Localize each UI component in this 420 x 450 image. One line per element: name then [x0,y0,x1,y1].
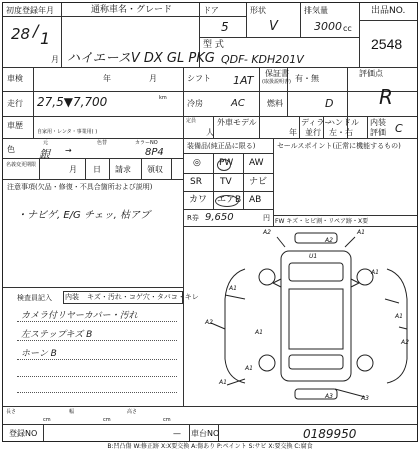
damage-mark: A3 [325,393,333,400]
divider [183,67,184,406]
divider [141,158,142,179]
door-value: 5 [221,20,229,34]
divider [183,209,273,210]
name-change-day: 日 [93,165,101,174]
mileage-unit: km [159,95,167,101]
equipment-cell: エアB [217,195,242,205]
r-ticket-value: 9,650 [205,212,234,223]
divider [183,226,417,227]
color-model-label: 外車モデル [217,118,257,127]
warranty-value: 有・無 [295,74,319,83]
color-arrow: → [65,146,72,155]
shift-value: 1AT [233,74,254,87]
divider [300,3,301,37]
divider [246,3,247,37]
divider [273,215,417,216]
divider [3,287,183,288]
damage-mark: A1 [357,229,365,236]
inspector-label: 検査員記入 [17,294,52,302]
color-label: 色 [7,145,15,154]
divider [3,406,417,407]
mileage-value: 27,5▼7,700 [37,95,108,109]
damage-mark: A1 [395,313,403,320]
divider [171,158,172,179]
equipment-cell: ◎ [193,158,201,168]
damage-mark: A3 [361,395,369,402]
equipment-cell: AB [249,195,262,205]
r-ticket-unit: 円 [263,214,270,222]
handle-value: 左・右 [329,128,353,137]
score-value: R [379,85,393,109]
first-reg-label: 初度登録年月 [6,6,54,15]
divider [359,3,360,67]
damage-mark: U1 [309,253,318,260]
divider [273,138,274,226]
auction-sheet [2,2,418,442]
reg-dash: — [173,429,181,438]
divider [43,424,44,441]
damage-mark: A2 [205,319,213,326]
legend-footer: B:凹凸傷 W:修正跡 X:X要交換 A:傷あり P:ペイント S:サビ X:要交換 C:腐食 [107,443,313,450]
damage-mark: A1 [245,365,253,372]
divider [3,424,417,425]
first-reg-year: 28 [11,25,31,43]
airbag-circle [215,195,242,207]
divider [3,16,246,17]
color-orig-label: 元 [43,140,49,146]
history-sub: 自家用・レンタ・事業用( ) [37,129,98,135]
displacement-unit: cc [343,24,352,33]
divider [3,91,417,92]
displacement-value: 3000 [314,20,342,33]
notes-label: 注意事項(欠品・修復・不具合箇所および説明) [7,183,153,191]
inspection-year-unit: 年 [103,74,111,83]
divider [199,37,359,38]
color-orig-value: 銀 [39,148,50,161]
divider [109,158,110,179]
equipment-cell: TV [220,177,232,187]
color-no-label: カラーNO [135,140,158,146]
interior-sub: 評価 [370,128,386,137]
note-line [17,392,177,393]
divider [3,158,183,159]
damage-mark: A2 [325,237,333,244]
inspector-interior-label: 内装 [65,293,79,301]
name-change-label: 名義変更期限 [6,162,37,168]
length-unit: cm [43,417,51,423]
damage-mark: A1 [229,285,237,292]
equipment-title: 装備品(純正品に限る) [187,142,256,150]
note-line [17,376,177,377]
note-line [17,321,177,322]
damage-mark: A1 [219,379,227,386]
divider [213,153,214,209]
handle-label: ハンドル [327,118,359,127]
note-line [17,340,177,341]
divider [183,153,273,154]
name-change-month: 月 [69,165,77,174]
inspector-note: ホーン B [21,349,57,359]
shift-label: シフト [187,74,211,83]
height-label: 高さ [127,409,138,415]
receipt-label: 領収 [147,165,163,174]
divider [367,116,368,138]
color-no-value: 8P4 [145,147,164,158]
fuel-label: 燃料 [267,99,283,108]
model-name-value: ハイエースV DX GL PKG [67,51,215,66]
note-line [17,359,177,360]
equipment-cell: SR [190,177,202,187]
width-label: 幅 [69,409,75,415]
divider [259,67,260,138]
divider [243,153,244,209]
ac-value: AC [231,98,245,109]
history-label: 車歴 [7,121,23,130]
capacity-label: 定員 [186,118,197,124]
interior-label: 内装 [370,118,386,127]
fuel-value: D [325,97,334,110]
mileage-label: 走行 [7,99,23,108]
inspection-month-unit: 月 [149,74,157,83]
capacity-unit: 人 [206,128,214,137]
pw-circle [217,158,234,171]
length-label: 長さ [6,409,17,415]
divider [3,138,417,139]
divider [359,20,417,21]
model-name-label: 通称車名・グレード [91,5,173,15]
displacement-label: 排気量 [304,6,328,15]
damage-mark: A1 [255,329,263,336]
height-unit: cm [163,417,171,423]
color-now-label: 色替 [97,140,108,146]
warranty-label: 保証書 [265,69,289,78]
width-unit: cm [103,417,111,423]
bill-label: 請求 [115,165,131,174]
model-type-value: QDF- KDH201V [221,53,304,66]
divider [3,116,417,117]
warranty-sub: (取扱説明書) [262,79,291,85]
inspector-note: カメラ付リヤーカバー・汚れ [21,311,138,321]
lot-number-label: 出品NO. [371,6,406,16]
notes-value: ・ナビゲ, E/G チェッ, 枯アブ [17,210,151,221]
divider [3,67,417,68]
divider [85,158,86,179]
lot-number-value: 2548 [371,36,403,52]
first-reg-month: 1 [40,29,51,48]
inspector-interior-items: キズ・汚れ・コゲ穴・タバコ・キレ [87,293,199,301]
chassis-label: 車台NO [191,429,220,438]
dealer-sub: 並行 [305,128,321,137]
sales-point-label: セールスポイント(正常に機能するもの) [277,142,401,150]
divider [183,191,273,192]
equipment-cell: AW [249,158,264,168]
first-reg-month-unit: 月 [51,55,59,64]
inspector-note: 左ステップキズ B [21,330,93,340]
divider [299,116,300,138]
reg-no-label: 登録NO [9,429,38,438]
dealer-label: ディラー [301,118,333,127]
equipment-cell: カワ [189,195,208,205]
r-ticket-label: R券 [187,214,199,222]
color-model-unit: 年 [289,128,297,137]
equipment-cell: PW [219,158,234,168]
equipment-cell: ナビ [249,177,268,187]
first-reg-slash: / [33,21,39,40]
ac-label: 冷房 [187,99,203,108]
door-label: ドア [203,6,219,15]
divider [3,179,183,180]
chassis-value: 0189950 [303,427,357,441]
diagram-marks [185,229,417,405]
damage-mark: A2 [401,339,409,346]
divider [33,67,34,138]
fw-bar: FW キズ・ヒビ割・リペア跡・X要 [275,218,369,225]
model-type-label: 型 式 [203,40,224,50]
interior-value: C [395,122,403,135]
divider [61,3,62,67]
divider [189,424,190,441]
inspection-label: 車検 [7,74,23,83]
shape-value: V [269,19,278,34]
shape-label: 形状 [250,6,266,15]
damage-mark: A1 [371,269,379,276]
divider [183,173,273,174]
damage-mark: A2 [263,229,271,236]
score-label: 評価点 [359,69,383,78]
